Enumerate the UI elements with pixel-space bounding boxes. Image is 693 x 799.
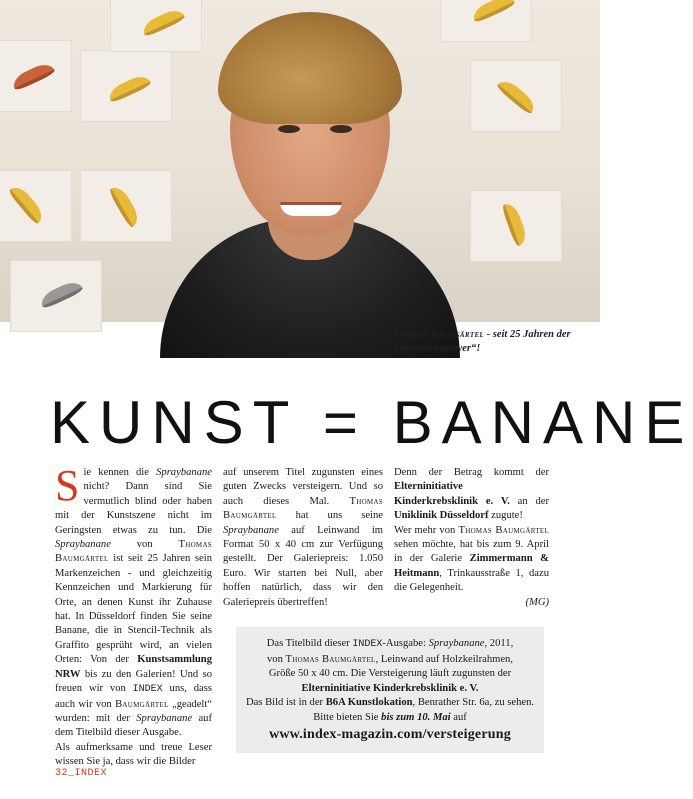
text-run: auf Leinwand im Format 50 x 40 cm zur Verfügung gestellt. Der Galeriepreis: 1.050 Euro. Wir starten bei Null, aber hoffen natürlich, dass wir den Galeriepreis übertreffen! bbox=[223, 524, 383, 608]
artwork-tile bbox=[0, 40, 72, 112]
text-run: Thomas Baumgärtel bbox=[458, 524, 550, 536]
text-run: ie kennen die bbox=[83, 467, 157, 478]
text-run: Wer mehr von bbox=[394, 524, 459, 536]
text-run: Das Bild ist in der bbox=[245, 697, 326, 709]
text-run: Kunstsammlung NRW bbox=[55, 654, 212, 680]
article-column-1 bbox=[55, 461, 213, 770]
info-line bbox=[244, 637, 536, 653]
author-signature: (MG) bbox=[525, 596, 549, 608]
info-line bbox=[244, 653, 536, 668]
text-run: , Trinkausstraße 1, dazu die Gelegenheit. bbox=[394, 567, 549, 594]
text-run: INDEX bbox=[132, 684, 163, 696]
caption-name: Thomas Baumgärtel bbox=[394, 329, 484, 340]
text-run: auf unserem Titel zugunsten eines guten Zwecks versteigern. Und so auch dieses Mal. bbox=[223, 467, 383, 507]
text-run: Uniklinik Düsseldorf bbox=[394, 510, 489, 522]
info-line bbox=[244, 696, 536, 711]
text-run: bis zu den Galerien! Und so freuen wir von bbox=[55, 668, 212, 695]
text-run: Thomas Baumgärtel bbox=[285, 653, 376, 665]
text-run: auf dem Titelbild dieser Ausgabe. bbox=[55, 712, 212, 739]
text-run: Spraybanane bbox=[136, 712, 193, 724]
text-run: Spraybanane bbox=[428, 638, 485, 649]
text-run: Baumgärtel bbox=[115, 698, 169, 710]
dropcap: S bbox=[55, 461, 80, 510]
artwork-tile bbox=[0, 170, 72, 242]
text-run: Das Titelbild dieser bbox=[266, 638, 353, 649]
info-line bbox=[244, 711, 536, 726]
text-run: hat uns seine bbox=[276, 510, 383, 522]
text-run: sehen möchte, hat bis zum 9. April in der Galerie bbox=[394, 539, 549, 565]
text-run: Spraybanane bbox=[156, 467, 212, 478]
artwork-tile bbox=[470, 60, 562, 132]
text-run: Thomas Baumgärtel bbox=[55, 539, 212, 565]
text-run: bis zum 10. Mai bbox=[381, 711, 451, 723]
text-run: ist seit 25 Jahren sein Markenzeichen - und gleichzeitig Kennzeichen und Markierung für Orte, an denen Kunst ihr Zuhause hat. In Düsseldorf finden Sie seine Banane, die in Stencil-Technik als Graffito gesprüht wird, an vielen Orten: Von der bbox=[55, 553, 212, 666]
text-run: uns, dass auch wir von bbox=[55, 683, 213, 710]
artwork-tile bbox=[10, 260, 102, 332]
text-run: Thomas Baumgärtel bbox=[223, 495, 383, 522]
text-run: an der bbox=[509, 495, 549, 507]
text-run: -Ausgabe: bbox=[382, 638, 429, 649]
text-run: , Benrather Str. 6a, zu sehen. bbox=[412, 697, 535, 709]
info-line: Elterninitiative Kinderkrebsklinik e. V. bbox=[301, 682, 479, 694]
text-run: Spraybanane bbox=[55, 539, 111, 551]
portrait-photo bbox=[0, 0, 600, 322]
text-run: zugute! bbox=[488, 510, 523, 522]
text-run: auf bbox=[450, 711, 467, 723]
article-column-2 bbox=[223, 466, 383, 610]
artwork-tile bbox=[470, 190, 562, 262]
auction-url-link[interactable]: www.index-magazin.com/versteigerung bbox=[269, 726, 511, 742]
text-run: Bitte bieten Sie bbox=[313, 711, 382, 723]
text-run: B6A Kunstlokation bbox=[325, 697, 413, 709]
text-run: , Leinwand auf Holzkeilrahmen, bbox=[375, 653, 513, 665]
text-run: Als aufmerksame und treue Leser wissen Sie ja, dass wir die Bilder bbox=[55, 741, 212, 768]
artwork-tile bbox=[80, 170, 172, 242]
page-number-footer: 32_INDEX bbox=[55, 768, 108, 779]
auction-info-box bbox=[236, 627, 544, 753]
text-run: Spraybanane bbox=[223, 524, 279, 536]
artwork-tile bbox=[80, 50, 172, 122]
text-run: von bbox=[266, 653, 286, 665]
text-run: „geadelt“ wurden: mit der bbox=[55, 698, 212, 724]
text-run: Denn der Betrag kommt der bbox=[394, 467, 549, 478]
text-run: von bbox=[110, 539, 179, 551]
text-run: INDEX bbox=[352, 639, 383, 650]
person-figure bbox=[160, 0, 460, 322]
photo-caption bbox=[394, 328, 594, 356]
text-run: Zimmermann & Heitmann bbox=[394, 553, 549, 579]
text-run: , 2011, bbox=[484, 638, 514, 649]
text-run: Elterninitiative Kinderkrebsklinik e. V. bbox=[394, 481, 510, 507]
text-run: nicht? Dann sind Sie vermutlich blind oder haben mit der Kunstszene nicht im Geringsten etwas zu tun. Die bbox=[55, 481, 212, 536]
caption-text: - seit 25 Jahren der „Bananensprayer“! bbox=[394, 329, 571, 354]
headline: KUNST = BANANE bbox=[50, 389, 693, 456]
info-line: Größe 50 x 40 cm. Die Versteigerung läuft zugunsten der bbox=[268, 668, 512, 680]
article-column-3 bbox=[394, 466, 549, 610]
